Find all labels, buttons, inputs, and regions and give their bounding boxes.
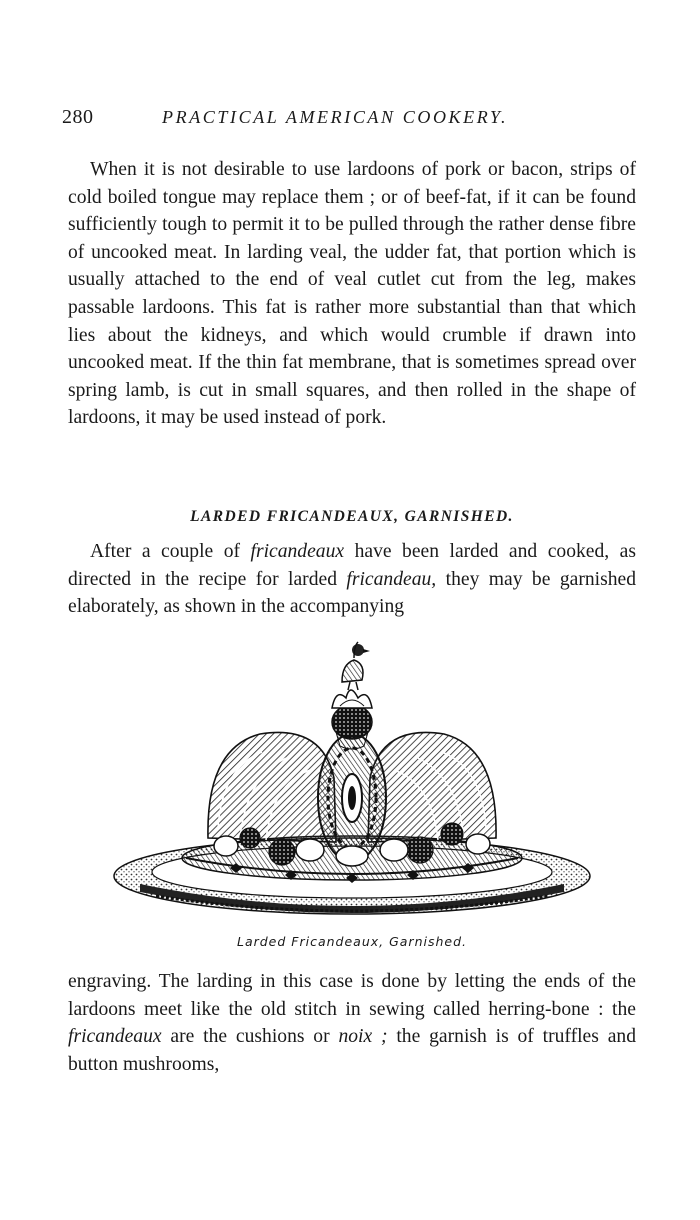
italic-term: fricandeaux [250, 541, 345, 562]
larded-fricandeaux-engraving-icon [110, 628, 594, 928]
illustration-caption: Larded Fricandeaux, Garnished. [236, 934, 468, 949]
text-run: are the cushions or [161, 1026, 339, 1048]
text-run: they may be garnished elaborately, as shown in the accompanying [68, 568, 637, 618]
italic-term: fricandeaux [68, 1026, 162, 1048]
paragraph-fricandeaux-intro [68, 538, 636, 621]
text-run: have been larded and cooked, as directed in the recipe for larded [68, 541, 636, 590]
running-head [62, 104, 642, 130]
page-number: 280 [62, 106, 94, 128]
paragraph-larding-details [68, 968, 636, 1078]
recipe-heading: LARDED FRICANDEAUX, GARNISHED. [190, 508, 514, 525]
running-title: PRACTICAL AMERICAN COOKERY. [162, 107, 509, 127]
text-run: engraving. The larding in this case is done by letting the ends of the lardoons meet like the old stitch in sewing called herring-bone : the [68, 971, 636, 1020]
italic-term: fricandeau, [346, 568, 437, 590]
text-run: After a couple of [90, 541, 251, 562]
paragraph-lardoons: When it is not desirable to use lardoons of pork or bacon, strips of cold boiled tongue may replace them ; or of beef-fat, if it can be found sufficiently tough to permit it to be pulled through the rather dense fibre of uncooked meat. In larding veal, the udder fat, that portion which is usually attached to the end of veal cutlet cut from the leg, makes passable lardoons. This fat is rather more substantial than that which lies about the kidneys, and which would crumble if drawn into uncooked meat. If the thin fat membrane, that is sometimes spread over spring lamb, is cut in small squares, and then rolled in the shape of lardoons, it may be used instead of pork. [68, 159, 636, 429]
text-run: the garnish is of truffles and button mushrooms, [68, 1026, 636, 1075]
fricandeaux-illustration [110, 628, 594, 928]
italic-term: noix ; [338, 1026, 388, 1048]
